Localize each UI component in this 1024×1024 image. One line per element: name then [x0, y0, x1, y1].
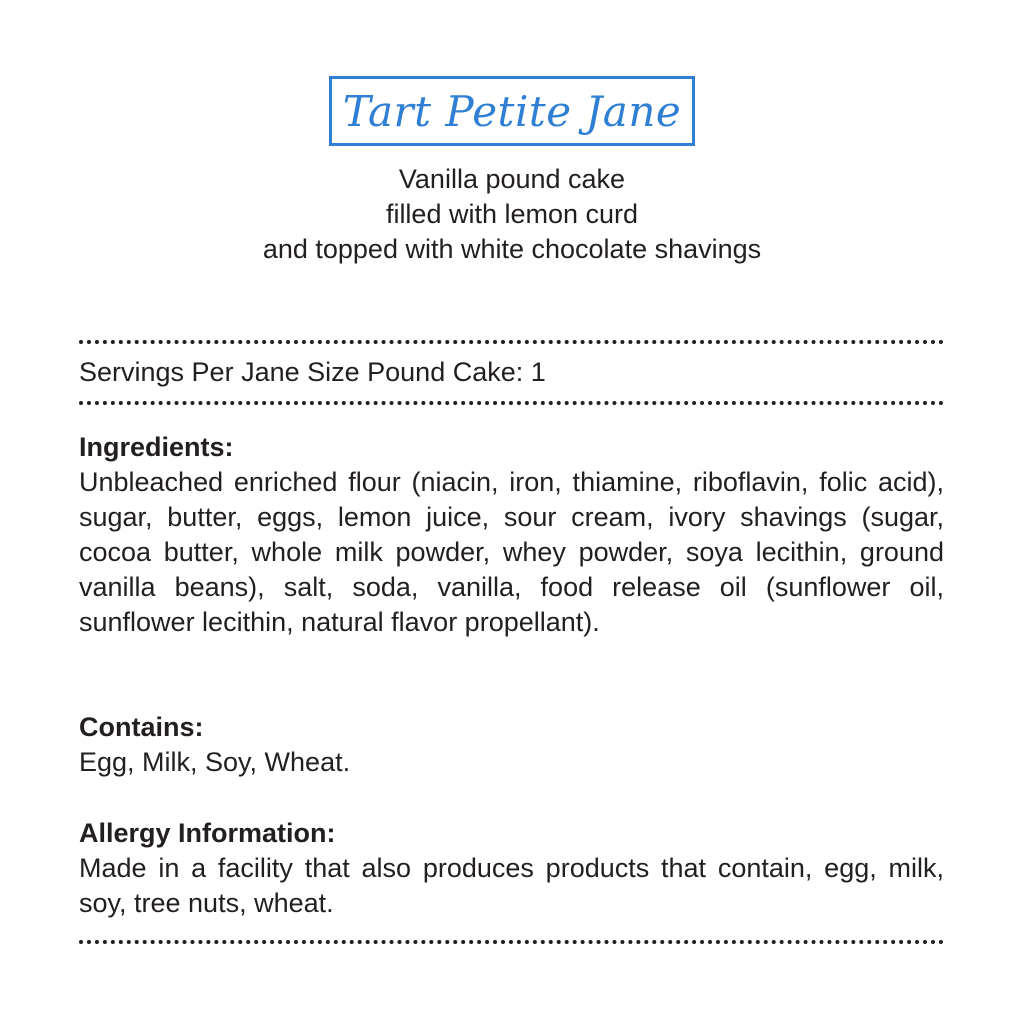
description-line-3: and topped with white chocolate shavings — [262, 234, 762, 264]
ingredients-section — [79, 430, 944, 640]
title-box — [329, 76, 695, 146]
product-description — [112, 162, 912, 267]
product-title: Tart Petite Jane — [342, 86, 682, 136]
contains-heading: Contains: — [79, 712, 204, 742]
description-line-2: filled with lemon curd — [385, 199, 639, 229]
contains-section — [79, 710, 944, 780]
dotted-divider-top — [79, 340, 944, 344]
ingredients-heading: Ingredients: — [79, 432, 234, 462]
allergy-heading: Allergy Information: — [79, 818, 336, 848]
dotted-divider-bottom — [79, 940, 944, 944]
servings-info: Servings Per Jane Size Pound Cake: 1 — [79, 357, 546, 387]
contains-text: Egg, Milk, Soy, Wheat. — [79, 747, 351, 777]
ingredients-text: Unbleached enriched flour (niacin, iron, thiamine, riboflavin, folic acid), sugar, butter, eggs, lemon juice, sour cream, ivory shavings (sugar, cocoa butter, whole milk powder, whey powder, soya lecithin, ground vanilla beans), salt, soda, vanilla, food release oil (sunflower oil, sunflower lecithin, natural flavor propellant). — [79, 467, 944, 637]
allergy-section — [79, 816, 944, 921]
allergy-text: Made in a facility that also produces products that contain, egg, milk, soy, tree nuts, wheat. — [79, 853, 944, 918]
description-line-1: Vanilla pound cake — [398, 164, 626, 194]
dotted-divider-servings — [79, 401, 944, 405]
